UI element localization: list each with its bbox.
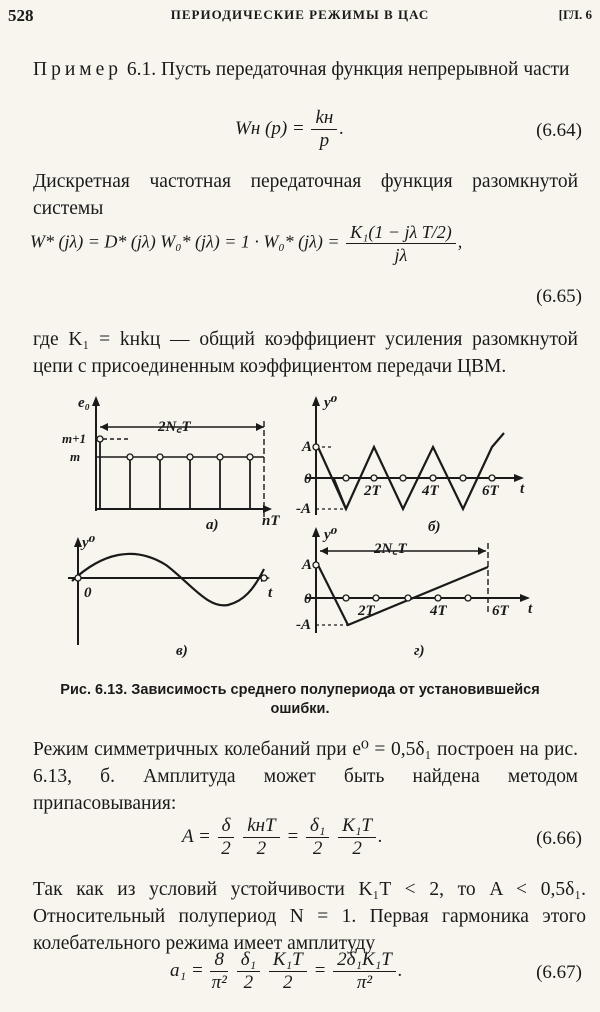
eq-6-67-frac-1: [210, 950, 228, 993]
chapter-label: [ГЛ. 6: [558, 7, 592, 22]
eq-6-66-f3-den: 2: [312, 838, 323, 859]
panel-g-ylabel: y⁰: [324, 527, 338, 543]
eq-6-67-tail: .: [397, 959, 403, 981]
panel-a: [92, 396, 272, 521]
equation-6-64: [30, 108, 582, 164]
running-title: ПЕРИОДИЧЕСКИЕ РЕЖИМЫ В ЦАС: [170, 7, 430, 22]
eq-6-67-f1-den: π²: [211, 972, 227, 993]
example-label: Пример: [33, 59, 123, 80]
figure-6-13: [58, 393, 548, 675]
eq-6-65-numerator: K₁(1 − jλ T/2): [346, 222, 456, 244]
panel-v-zero: 0: [84, 585, 92, 601]
eq-6-65-tail: ,: [457, 231, 463, 252]
eq-6-67-frac-4: [333, 950, 396, 993]
panel-v-ylabel: y⁰: [82, 535, 96, 551]
eq-6-66-f2-num: kнT: [243, 816, 279, 838]
panel-a-level-top: m+1: [62, 431, 87, 446]
stability-paragraph: Так как из условий устойчивости K₁T < 2, то A < 0,5δ₁. Относительный полупериод N = 1. Первая гармоника этого колебательного режима имеет амплитуду: [33, 879, 586, 954]
eq-6-65-denominator: jλ: [394, 245, 408, 265]
panel-b-tag: б): [428, 519, 441, 535]
eq-6-67-f2-den: 2: [243, 972, 254, 993]
panel-g-xlabel: t: [528, 601, 533, 617]
eq-6-66-f3-num: δ₁: [306, 816, 329, 838]
panel-a-xlabel: nT: [262, 513, 280, 529]
panel-v: [68, 537, 270, 645]
panel-a-level-mid: m: [70, 449, 81, 464]
eq-6-64-tail: .: [339, 117, 345, 139]
panel-b-tick-6t: 6T: [482, 483, 499, 499]
eq-6-66-frac-3: [306, 816, 329, 859]
panel-v-xlabel: t: [268, 585, 273, 601]
eq-6-66-frac-2: [243, 816, 279, 859]
eq-6-67-equals: =: [313, 959, 327, 981]
caption-text: Зависимость среднего полупериода от установившейся ошибки.: [127, 682, 540, 717]
eq-6-67-number: (6.67): [536, 962, 582, 983]
figure-caption: [50, 681, 550, 719]
eq-6-67-f3-num: K₁T: [269, 950, 307, 972]
panel-a-ylabel: e₀: [78, 395, 90, 411]
eq-6-67-f4-den: π²: [356, 972, 373, 993]
eq-6-66-equals: =: [286, 825, 300, 847]
eq-6-64-fraction: [311, 108, 337, 151]
eq-6-65-number: (6.65): [536, 286, 582, 307]
panel-b-amp-pos: A: [302, 439, 313, 455]
eq-6-64-numerator: kн: [311, 108, 337, 130]
eq-6-66-number: (6.66): [536, 828, 582, 849]
eq-6-64-lhs: Wн (p) =: [235, 117, 305, 139]
panel-g-tick-2t: 2T: [358, 603, 375, 619]
eq-6-64-number: (6.64): [536, 120, 582, 141]
eq-6-66-frac-4: [338, 816, 376, 859]
eq-6-67-f2-num: δ₁: [237, 950, 260, 972]
panel-b-amp-neg: -A: [296, 501, 311, 517]
panel-b-tick-2t: 2T: [364, 483, 381, 499]
eq-6-66-frac-1: [218, 816, 235, 859]
equation-6-67: [30, 950, 582, 1006]
eq-6-64-denominator: p: [319, 130, 330, 151]
eq-6-67-f1-num: 8: [210, 950, 228, 972]
panel-g-zero: 0: [304, 591, 312, 607]
eq-6-67-f3-den: 2: [283, 972, 293, 993]
panel-g-amp-neg: -A: [296, 617, 311, 633]
example-text: 6.1. Пусть передаточная функция непрерывной части: [122, 59, 570, 80]
equation-6-65: [30, 222, 582, 312]
eq-6-65-fraction: [346, 222, 456, 265]
eq-6-66-f2-den: 2: [256, 838, 267, 859]
eq-6-66-f4-num: K₁T: [338, 816, 376, 838]
panel-b-tick-4t: 4T: [422, 483, 439, 499]
eq-6-66-tail: .: [378, 825, 383, 847]
panel-b-zero: 0: [304, 471, 312, 487]
caption-label: Рис. 6.13.: [60, 682, 128, 698]
eq-6-66-f1-num: δ: [218, 816, 235, 838]
page-number: 528: [8, 6, 34, 25]
panel-g-tick-4t: 4T: [430, 603, 447, 619]
eq-6-66-f4-den: 2: [352, 838, 362, 859]
panel-g-amp-pos: A: [302, 557, 313, 573]
eq-6-67-f4-num: 2δ₁K₁T: [333, 950, 396, 972]
equation-6-66: [30, 816, 582, 872]
panel-a-tag: а): [206, 517, 219, 533]
eq-6-67-frac-3: [269, 950, 307, 993]
eq-6-67-frac-2: [237, 950, 260, 993]
eq-6-66-f1-den: 2: [221, 838, 231, 859]
panel-b-xlabel: t: [520, 481, 525, 497]
eq-6-67-lhs: a₁ =: [170, 959, 204, 981]
panel-g-span: 2N꜀T: [374, 541, 407, 557]
discrete-intro-paragraph: Дискретная частотная передаточная функция разомкнутой системы: [33, 171, 578, 219]
panel-v-tag: в): [176, 643, 188, 659]
panel-b-ylabel: y⁰: [324, 395, 338, 411]
eq-6-66-lhs: A =: [182, 825, 211, 847]
running-header: [8, 6, 592, 30]
panel-g-tick-6t: 6T: [492, 603, 509, 619]
regime-paragraph: Режим симметричных колебаний при e⁰ = 0,5δ₁ построен на рис. 6.13, б. Амплитуда может быть найдена методом припасовывания:: [33, 739, 578, 814]
example-paragraph: [33, 56, 578, 83]
panel-g-tag: г): [414, 643, 425, 659]
where-k1-paragraph: где K₁ = kнkц — общий коэффициент усиления разомкнутой цепи с присоединенным коэффициентом передачи ЦВМ.: [33, 329, 578, 377]
eq-6-65-lhs: W* (jλ) = D* (jλ) W₀* (jλ) = 1 · W₀* (jλ) =: [30, 231, 340, 252]
panel-a-span: 2N꜀T: [158, 419, 191, 435]
